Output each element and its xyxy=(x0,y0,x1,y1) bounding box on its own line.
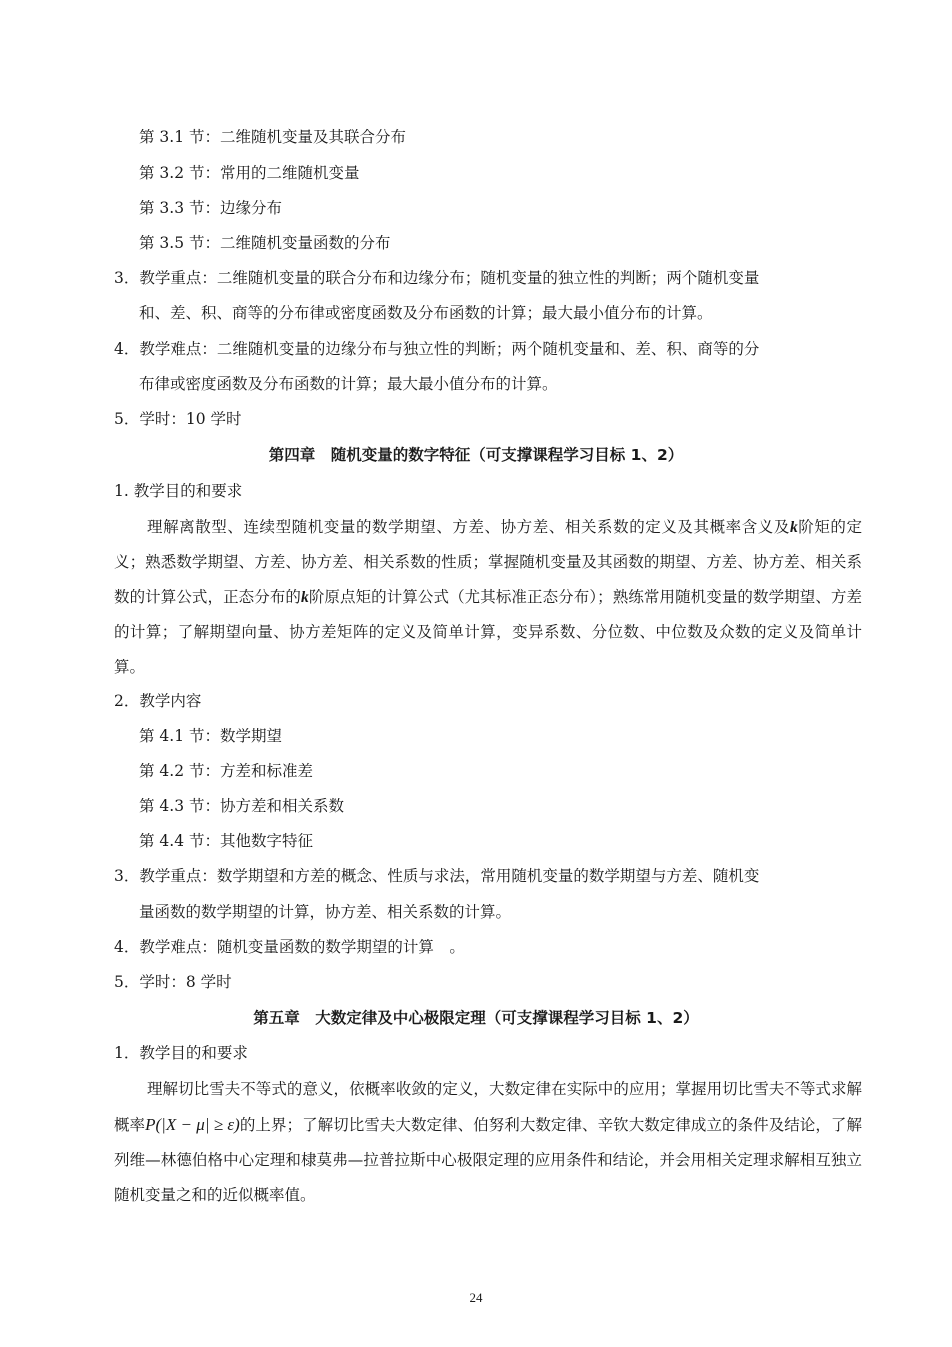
section-4-2: 第 4.2 节：方差和标准差 xyxy=(139,762,314,780)
ch3-difficulty-cont: 布律或密度函数及分布函数的计算；最大最小值分布的计算。 xyxy=(139,375,558,393)
section-4-3: 第 4.3 节：协方差和相关系数 xyxy=(139,797,345,815)
k-symbol: k xyxy=(789,519,798,536)
ch3-key-points-cont: 和、差、积、商等的分布律或密度函数及分布函数的计算；最大最小值分布的计算。 xyxy=(139,304,713,322)
ch3-key-points: 3．教学重点：二维随机变量的联合分布和边缘分布；随机变量的独立性的判断；两个随机变量 xyxy=(114,269,760,287)
probability-formula: P(|X − μ| ≥ ε) xyxy=(145,1115,240,1134)
page-number: 24 xyxy=(469,1290,483,1305)
k-symbol: k xyxy=(301,589,309,606)
ch4-key-points-cont: 量函数的数学期望的计算，协方差、相关系数的计算。 xyxy=(139,903,512,921)
section-3-1: 第 3.1 节：二维随机变量及其联合分布 xyxy=(139,128,407,146)
ch3-hours: 5．学时：10 学时 xyxy=(114,410,242,428)
ch4-content-heading: 2．教学内容 xyxy=(114,692,202,710)
section-3-2: 第 3.2 节：常用的二维随机变量 xyxy=(139,164,360,182)
section-4-1: 第 4.1 节：数学期望 xyxy=(139,727,283,745)
ch3-difficulty: 4．教学难点：二维随机变量的边缘分布与独立性的判断；两个随机变量和、差、积、商等的分 xyxy=(114,340,760,358)
chapter-4-title: 第四章 随机变量的数字特征（可支撑课程学习目标 1、2） xyxy=(268,446,684,464)
ch4-goal-paragraph: 理解离散型、连续型随机变量的数学期望、方差、协方差、相关系数的定义及其概率含义及k阶矩的定义；熟悉数学期望、方差、协方差、相关系数的性质；掌握随机变量及其函数的期望、方差、协方差、相关系数的计算公式，正态分布的k阶原点矩的计算公式（尤其标准正态分布）；熟练常用随机变量的数学期望、方差的计算；了解期望向量、协方差矩阵的定义及简单计算，变异系数、分位数、中位数及众数的定义及简单计算。 xyxy=(114,518,862,676)
ch5-goal-heading: 1．教学目的和要求 xyxy=(114,1044,248,1062)
ch4-key-points: 3．教学重点：数学期望和方差的概念、性质与求法，常用随机变量的数学期望与方差、随机变 xyxy=(114,867,760,885)
ch4-difficulty: 4．教学难点：随机变量函数的数学期望的计算 。 xyxy=(114,938,465,956)
ch4-hours: 5．学时：8 学时 xyxy=(114,973,232,991)
ch5-goal-paragraph: 理解切比雪夫不等式的意义，依概率收敛的定义，大数定律在实际中的应用；掌握用切比雪夫不等式求解概率P(|X − μ| ≥ ε)的上界；了解切比雪夫大数定律、伯努利大数定律、辛钦大数定律成立的条件及结论，了解列维—林德伯格中心定理和棣莫弗—拉普拉斯中心极限定理的应用条件和结论，并会用相关定理求解相互独立随机变量之和的近似概率值。 xyxy=(114,1080,862,1204)
chapter-5-title: 第五章 大数定律及中心极限定理（可支撑课程学习目标 1、2） xyxy=(253,1009,699,1027)
ch4-goal-heading: 1. 教学目的和要求 xyxy=(114,482,243,500)
section-3-3: 第 3.3 节：边缘分布 xyxy=(139,199,283,217)
section-4-4: 第 4.4 节：其他数字特征 xyxy=(139,832,314,850)
section-3-5: 第 3.5 节：二维随机变量函数的分布 xyxy=(139,234,391,252)
